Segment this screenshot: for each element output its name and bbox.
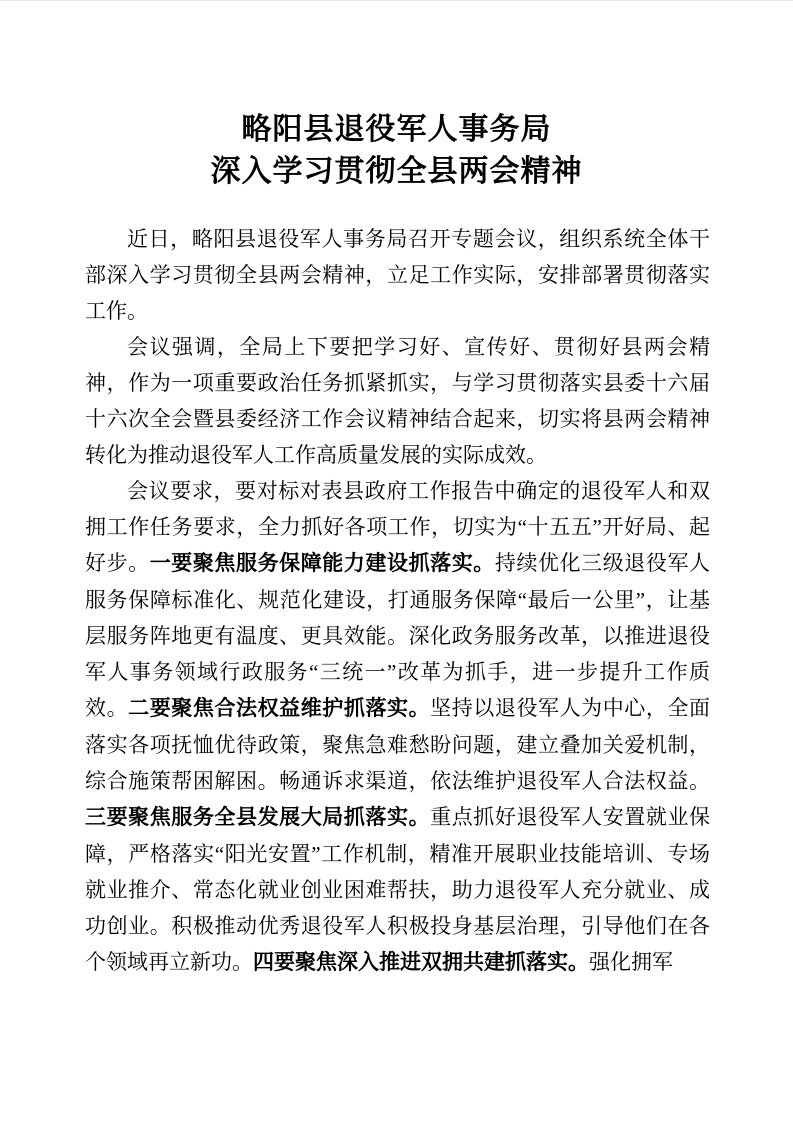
- body-text: 近日，略阳县退役军人事务局召开专题会议，组织系统全体干部深入学习贯彻全县两会精神，立足工作实际，安排部署贯彻落实工作。: [85, 227, 710, 323]
- emphasis-heading: 二要聚焦合法权益维护抓落实。: [128, 697, 431, 720]
- paragraph: [85, 221, 710, 329]
- document-title: [0, 1, 793, 193]
- body-text: 重点抓好退役军人安置就业保障，严格落实“阳光安置”工作机制，精准开展职业技能培训、专场就业推介、常态化就业创业困难帮扶，助力退役军人充分就业、成功创业。积极推动优秀退役军人积极投身基层治理，引导他们在各个领域再立新功。: [85, 805, 711, 974]
- document-body: [85, 221, 710, 981]
- document-title-line-2: 深入学习贯彻全县两会精神: [210, 155, 583, 188]
- emphasis-heading: 四要聚焦深入推进双拥共建抓落实。: [253, 951, 589, 974]
- paragraph: [85, 473, 710, 981]
- body-text: 会议要求，要对标对表县政府工作报告中确定的退役军人和双拥工作任务要求，全力抓好各项工作，切实为“十五五”开好局、起好步。: [85, 479, 710, 575]
- paragraph: [85, 329, 710, 473]
- document-title-line-1: 略阳县退役军人事务局: [241, 113, 552, 146]
- body-text: 坚持以退役军人为中心，全面落实各项抚恤优待政策，聚焦急难愁盼问题，建立叠加关爱机制，综合施策帮困解困。畅通诉求渠道，依法维护退役军人合法权益。: [85, 696, 711, 793]
- body-text: 会议强调，全局上下要把学习好、宣传好、贯彻好县两会精神，作为一项重要政治任务抓紧抓实，与学习贯彻落实县委十六届十六次全会暨县委经济工作会议精神结合起来，切实将县两会精神转化为推动退役军人工作高质量发展的实际成效。: [85, 335, 710, 467]
- body-text: 持续优化三级退役军人服务保障标准化、规范化建设，打通服务保障“最后一公里”，让基层服务阵地更有温度、更具效能。深化政务服务改革，以推进退役军人事务领域行政服务“三统一”改革为抓手，进一步提升工作质效。: [85, 551, 711, 720]
- emphasis-heading: 三要聚焦服务全县发展大局抓落实。: [85, 806, 431, 829]
- emphasis-heading: 一要聚焦服务保障能力建设抓落实。: [149, 552, 495, 575]
- body-text: 强化拥军: [589, 950, 673, 974]
